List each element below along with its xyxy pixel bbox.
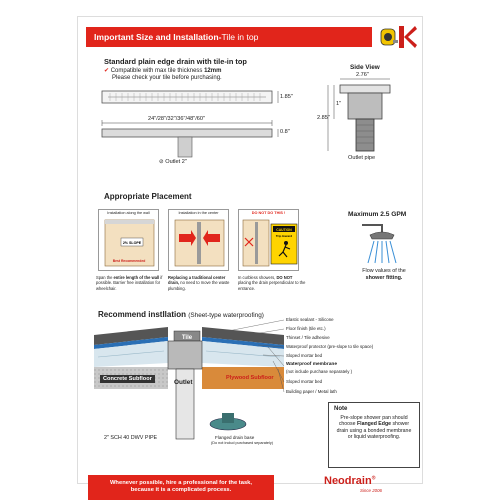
dim-lengths: 24"/28"/32"/36"/48"/60" [148, 116, 206, 122]
side-profile-top [340, 85, 390, 93]
card-wall-cap-post: if possible. Barrier free installation for wheelchair. [96, 275, 163, 291]
gpm-cap-bold: shower fitting. [365, 274, 403, 281]
note-bold: Flanged Edge [356, 421, 391, 428]
footer-line-1: Whenever possible, hire a professional for the task, [109, 480, 253, 486]
callout-4: Sloped mortar bed [286, 353, 323, 358]
callout-5: Waterproof membrane [286, 362, 337, 367]
note-post: shower drain using a bonded membrane or liquid waterproofing. [336, 421, 412, 441]
drain-outlet [178, 137, 192, 157]
wall-placement-diagram [99, 210, 160, 272]
side-profile-body [348, 93, 382, 119]
spec-compat-value: 12mm [204, 68, 222, 74]
card-donot-caution: CAUTION [276, 228, 292, 232]
card-wall-title: Installation along the wall [107, 211, 150, 215]
dim-outlet-text: Outlet 2" [165, 159, 187, 165]
callout-3: Waterproof protector (pre-slope to tile space) [286, 344, 374, 349]
brand-since: Since 2006 [360, 488, 382, 493]
note-box [328, 402, 420, 468]
callout-0: Elastic sealant - Silicone [286, 317, 334, 322]
product-info-sheet [78, 17, 422, 494]
install-title-text: Recommend instllation [98, 310, 187, 319]
callout-6: (not include purchase separately ) [286, 369, 353, 374]
install-plywood-label: Plywood Subfloor [226, 375, 274, 381]
card-donot-cap-post: placing the drain perpendicular to the entrance. [238, 280, 306, 291]
drain-front-view [102, 129, 272, 137]
note-body [334, 415, 414, 441]
dim-2-76: 2.76" [356, 72, 369, 78]
gpm-caption [354, 268, 414, 281]
footer-banner [88, 475, 274, 500]
card-center-caption [168, 275, 236, 291]
callout-8: Building paper / Metal lath [286, 389, 337, 394]
dim-1-85: 1.85" [280, 94, 293, 100]
dim-outlet: ⊘ Outlet 2" [159, 159, 187, 165]
card-center-title: Installation in the center [178, 211, 219, 215]
side-profile-outlet [356, 119, 374, 151]
install-subtitle: (Sheet-type waterproofing) [188, 312, 264, 319]
card-donot-caption [238, 275, 306, 291]
dim-1: 1" [336, 101, 342, 107]
card-center-cap-post: no need to move the waste plumbing. [168, 280, 230, 291]
card-donot-title: DO NOT DO THIS ! [251, 211, 286, 215]
placement-title: Appropriate Placement [104, 192, 192, 201]
footer-line-2: because it is a complicated process. [130, 487, 232, 494]
side-view-title: Side View [350, 64, 380, 71]
note-pre: Pre-slope shower pan should choose [338, 415, 408, 428]
shower-head-icon [352, 221, 412, 267]
callout-1: Floor finish (tile etc.) [286, 326, 326, 331]
install-outlet-label: Outlet [174, 379, 193, 386]
callout-7: Sloped mortar bed [286, 379, 323, 384]
install-tile-label: Tile [181, 335, 193, 341]
center-placement-diagram [169, 210, 230, 272]
install-flange-label: Flanged drain base [215, 435, 255, 440]
callout-2: Thinset / Tile adhesive [286, 335, 330, 340]
dim-2-85: 2.85" [317, 115, 330, 121]
outlet-pipe-label: Outlet pipe [348, 155, 376, 161]
brand-name: Neodrain [324, 475, 372, 487]
card-wall-cap-bold: entire length of the wall [113, 275, 160, 280]
card-wall-recommend: Best Recommended [112, 259, 146, 263]
card-donot-cap-pre: In curbless showers, [238, 275, 277, 280]
drain-dimension-drawing [78, 17, 422, 197]
install-pipe-label: 2" SCH 40 DWV PIPE [104, 435, 158, 441]
card-donot-cap-bold: DO NOT [276, 275, 293, 280]
brand-reg: ® [371, 475, 376, 482]
brand-logo [324, 475, 375, 487]
card-center-cap-bold: Replacing a traditional center drain, [168, 275, 226, 286]
gpm-cap-pre: Flow values of the [362, 268, 406, 274]
card-wall-slope: 2% SLOPE [122, 241, 142, 245]
card-donot-trip: Trip Hazard [275, 234, 293, 238]
placement-card-wall [98, 209, 159, 271]
card-wall-cap-pre: Span the [96, 275, 114, 280]
spec-compat: ✔ Compatible with max tile thickness 12mm [104, 68, 222, 74]
install-flange-note: (Do not includ purchased separately) [211, 441, 274, 445]
header-subtitle: Tile in top [221, 32, 259, 42]
placement-card-center [168, 209, 229, 271]
placement-card-donot [238, 209, 299, 271]
header-title: Important Size and Installation- [94, 32, 222, 42]
install-concrete-label: Concrete Subfloor [100, 375, 155, 383]
spec-compat-text: Compatible with max tile thickness [110, 68, 203, 74]
donot-placement-diagram [239, 210, 300, 272]
spec-title: Standard plain edge drain with tile-in top [104, 57, 247, 66]
dim-0-8: 0.8" [280, 129, 290, 135]
note-title: Note [334, 406, 348, 412]
card-wall-caption [96, 275, 164, 291]
spec-check: Please check your tile before purchasing. [112, 75, 222, 81]
gpm-title: Maximum 2.5 GPM [348, 211, 407, 218]
